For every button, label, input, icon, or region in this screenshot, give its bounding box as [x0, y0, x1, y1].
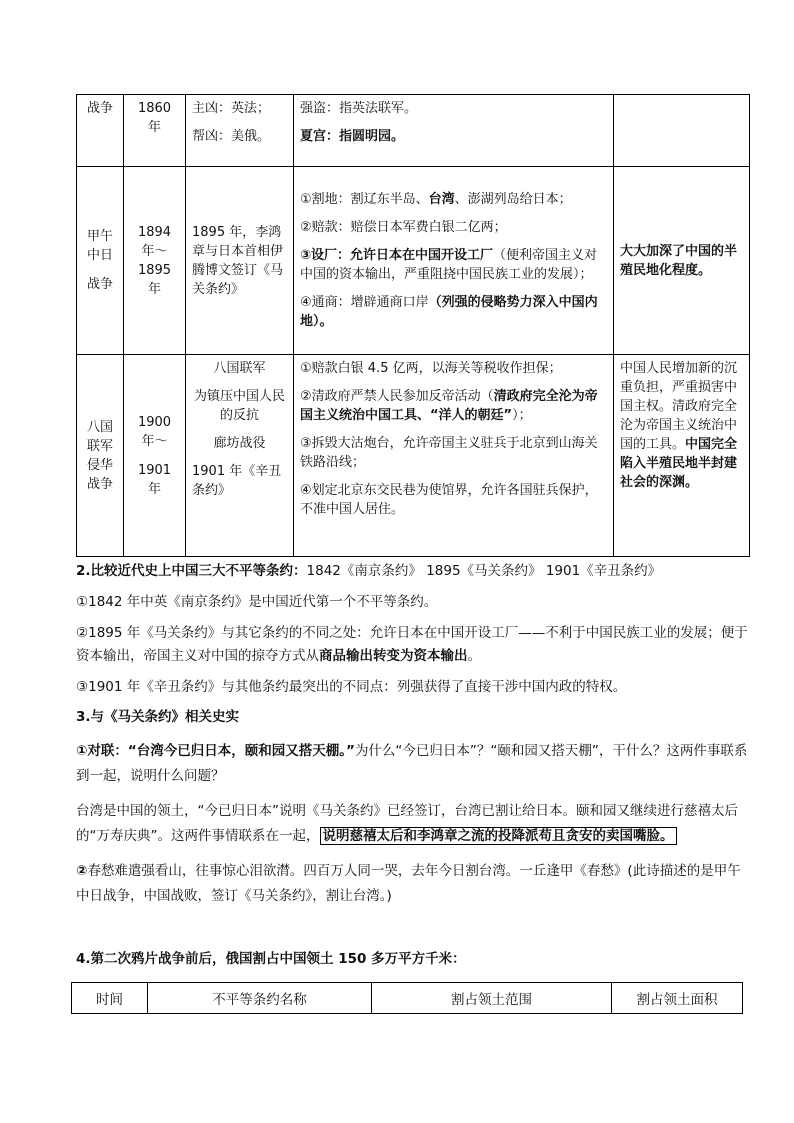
- section-heading: 3.与《马关条约》相关史实: [76, 709, 240, 725]
- war-cell: 战争: [77, 95, 124, 167]
- war-cell: 甲午 中日 战争: [77, 167, 124, 355]
- section-heading: 2.比较近代史上中国三大不平等条约：: [76, 563, 307, 579]
- header-cell: 不平等条约名称: [148, 983, 372, 1014]
- year-cell: 1900 年～ 1901 年: [124, 355, 186, 557]
- paragraph: ①1842 年中英《南京条约》是中国近代第一个不平等条约。: [76, 594, 438, 610]
- poem: ②春愁难遣强看山，往事惊心泪欲潸。四百万人同一哭，去年今日割台湾。一丘逢甲《春愁》(此诗描述的是甲午中日战争，中国战败，签订《马关条约》，割让台湾。): [76, 863, 741, 904]
- table-header-row: [72, 983, 743, 1014]
- section-heading: 4.第二次鸦片战争前后，俄国割占中国领土 150 多万平方千米：: [76, 951, 466, 967]
- notes-cell: 强盗：指英法联军。 夏宫：指圆明园。: [294, 95, 614, 167]
- year-cell: 1860 年: [124, 95, 186, 167]
- impact-cell: 中国人民增加新的沉重负担，严重损害中国主权。清政府完全沦为帝国主义统治中国的工具。中国完全陷入半殖民地半封建社会的深渊。: [614, 355, 750, 557]
- clauses-cell: ①赔款白银 4.5 亿两，以海关等税收作担保； ②清政府严禁人民参加反帝活动（清政府完全沦为帝国主义统治中国工具、“洋人的朝廷”）； ③拆毁大沽炮台，允许帝国主义驻兵于北京到山海关铁路沿线； ④划定北京东交民巷为使馆界，允许各国驻兵保护，不准中国人居住。: [294, 355, 614, 557]
- treaty-table: [76, 94, 750, 557]
- paragraph: ③1901 年《辛丑条约》与其他条约最突出的不同点：列强获得了直接干涉中国内政的特权。: [76, 679, 627, 695]
- header-cell: 时间: [72, 983, 148, 1014]
- boxed-conclusion: 说明慈禧太后和李鸿章之流的投降派苟且贪安的卖国嘴脸。: [320, 827, 677, 845]
- section-3: [76, 706, 748, 909]
- table-row: [77, 167, 750, 355]
- header-cell: 割占领土范围: [372, 983, 612, 1014]
- treaty-cell: 1895 年，李鸿章与日本首相伊腾博文签订《马关条约》: [186, 167, 294, 355]
- question: ①对联：“台湾今已归日本，颐和园又搭天棚。”为什么“今已归日本”？“颐和园又搭天棚”，干什么？这两件事联系到一起，说明什么问题？: [76, 743, 748, 784]
- events-cell: 八国联军 为镇压中国人民的反抗 廊坊战役 1901 年《辛丑条约》: [186, 355, 294, 557]
- year-cell: 1894 年～ 1895 年: [124, 167, 186, 355]
- war-cell: 八国 联军 侵华 战争: [77, 355, 124, 557]
- impact-cell: [614, 95, 750, 167]
- impact-cell: 大大加深了中国的半殖民地化程度。: [614, 167, 750, 355]
- parties-cell: 主凶：英法； 帮凶：美俄。: [186, 95, 294, 167]
- section-2: 2.比较近代史上中国三大不平等条约：1842《南京条约》 1895《马关条约》 1901《辛丑条约》 ①1842 年中英《南京条约》是中国近代第一个不平等条约。 ②1895 年《马关条约》与其它条约的不同之处：允许日本在中国开设工厂——不利于中国民族工业的发展；便于资本输出，帝国主义对中国的掠夺方式从商品输出转变为资本输出。 ③1901 年《辛丑条约》与其他条约最突出的不同点：列强获得了直接干涉中国内政的特权。: [76, 560, 748, 699]
- header-cell: 割占领土面积: [612, 983, 743, 1014]
- table-row: [77, 95, 750, 167]
- answer: 台湾是中国的领土，“今已归日本”说明《马关条约》已经签订，台湾已割让给日本。颐和园又继续进行慈禧太后的“万寿庆典”。这两件事情联系在一起， 说明慈禧太后和李鸿章之流的投降派苟且贪安的卖国嘴脸。: [76, 803, 738, 844]
- section-4: [76, 948, 748, 971]
- territory-table: [71, 982, 743, 1014]
- paragraph: ②1895 年《马关条约》与其它条约的不同之处：允许日本在中国开设工厂——不利于中国民族工业的发展；便于资本输出，帝国主义对中国的掠夺方式从商品输出转变为资本输出。: [76, 625, 748, 664]
- clauses-cell: ①割地：割辽东半岛、台湾、澎湖列岛给日本； ②赔款：赔偿日本军费白银二亿两； ③设厂：允许日本在中国开设工厂（便利帝国主义对中国的资本输出，严重阻挠中国民族工业的发展）； ④通商：增辟通商口岸（列强的侵略势力深入中国内地）。: [294, 167, 614, 355]
- table-row: [77, 355, 750, 557]
